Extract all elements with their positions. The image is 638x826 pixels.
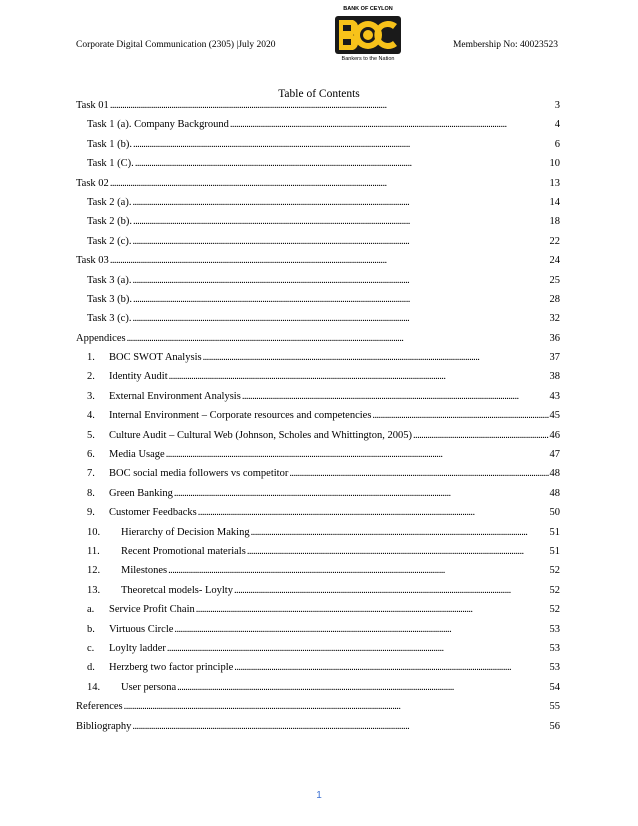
table-of-contents [76, 100, 560, 740]
toc-entry[interactable] [76, 139, 560, 158]
toc-entry-label: Task 3 (b). [87, 293, 133, 305]
toc-entry-page: 43 [549, 390, 560, 402]
toc-entry-page: 3 [554, 100, 560, 111]
toc-entry-page: 51 [549, 526, 560, 538]
toc-dot-leader [127, 333, 549, 344]
toc-entry-label: Milestones [121, 565, 168, 577]
toc-entry-page: 48 [549, 468, 560, 480]
toc-entry[interactable] [76, 391, 560, 410]
toc-dot-leader [169, 371, 549, 382]
toc-entry-label: Internal Environment – Corporate resources and competencies [109, 410, 372, 422]
toc-entry-page: 4 [554, 119, 560, 131]
toc-entry-number: 7. [87, 468, 95, 480]
toc-dot-leader [234, 585, 549, 596]
toc-entry-label: Task 3 (c). [87, 313, 132, 325]
toc-entry-label: Identity Audit [109, 371, 168, 383]
toc-entry-page: 54 [549, 681, 560, 693]
toc-entry-label: Hierarchy of Decision Making [121, 526, 250, 538]
toc-entry-number: 1. [87, 352, 95, 364]
toc-entry-label: Task 02 [76, 177, 109, 189]
toc-dot-leader [124, 701, 549, 712]
toc-entry[interactable] [76, 507, 560, 526]
toc-entry-number: 12. [87, 565, 101, 577]
toc-entry-label: Task 2 (c). [87, 235, 132, 247]
toc-dot-leader [132, 236, 548, 247]
toc-entry-number: 2. [87, 371, 95, 383]
toc-entry[interactable] [76, 565, 560, 584]
toc-entry-label: User persona [121, 681, 177, 693]
toc-entry-label: BOC social media followers vs competitor [109, 468, 289, 480]
toc-entry-label: Virtuous Circle [109, 623, 174, 635]
toc-dot-leader [174, 624, 548, 635]
toc-entry-number: 3. [87, 390, 95, 402]
toc-entry-page: 46 [549, 429, 560, 441]
page-number: 1 [316, 790, 322, 801]
toc-entry-number: 5. [87, 429, 95, 441]
toc-entry-page: 50 [549, 507, 560, 519]
toc-entry-page: 6 [554, 138, 560, 150]
toc-dot-leader [413, 430, 549, 441]
toc-entry-number: 4. [87, 410, 95, 422]
toc-entry-number: d. [87, 662, 95, 674]
logo-top-text: BANK OF CEYLON [343, 6, 393, 12]
toc-entry[interactable] [76, 449, 560, 468]
toc-entry-page: 52 [549, 584, 560, 596]
toc-entry-label: Task 1 (b). [87, 138, 133, 150]
toc-title: Table of Contents [278, 88, 360, 100]
toc-entry[interactable] [76, 178, 560, 197]
toc-entry-page: 56 [549, 720, 560, 732]
toc-entry[interactable] [76, 100, 560, 119]
toc-dot-leader [196, 604, 549, 615]
toc-entry-number: 13. [87, 584, 101, 596]
toc-entry-page: 51 [549, 545, 560, 557]
toc-entry-page: 28 [549, 293, 560, 305]
toc-entry-number: 9. [87, 507, 95, 519]
toc-entry-number: 8. [87, 487, 95, 499]
toc-entry-page: 13 [549, 177, 560, 189]
toc-dot-leader [289, 468, 548, 479]
toc-dot-leader [132, 197, 548, 208]
toc-entry-page: 37 [549, 352, 560, 364]
toc-entry-page: 48 [549, 487, 560, 499]
toc-dot-leader [132, 313, 548, 324]
toc-entry-label: Media Usage [109, 449, 165, 461]
toc-entry[interactable] [76, 119, 560, 138]
toc-dot-leader [133, 139, 554, 150]
toc-dot-leader [110, 100, 554, 111]
toc-entry[interactable] [76, 313, 560, 332]
toc-entry-label: Task 1 (C). [87, 158, 134, 170]
toc-dot-leader [133, 216, 548, 227]
toc-entry-label: BOC SWOT Analysis [109, 352, 202, 364]
toc-entry-page: 18 [549, 216, 560, 228]
toc-entry[interactable] [76, 488, 560, 507]
toc-dot-leader [230, 119, 554, 130]
toc-entry-label: Service Profit Chain [109, 604, 195, 616]
toc-dot-leader [251, 527, 549, 538]
toc-entry-number: 10. [87, 526, 101, 538]
toc-entry-label: Green Banking [109, 487, 173, 499]
toc-dot-leader [372, 410, 548, 421]
toc-entry[interactable] [76, 352, 560, 371]
toc-entry[interactable] [76, 643, 560, 662]
toc-entry-label: Task 2 (a). [87, 196, 132, 208]
toc-entry[interactable] [76, 604, 560, 623]
logo-tagline: Bankers to the Nation [341, 56, 395, 62]
toc-dot-leader [167, 643, 549, 654]
toc-entry-label: Theoretcal models- Loylty [121, 584, 233, 596]
toc-entry[interactable] [76, 546, 560, 565]
toc-dot-leader [132, 275, 548, 286]
toc-entry-number: b. [87, 623, 95, 635]
toc-entry-label: Herzberg two factor principle [109, 662, 234, 674]
toc-entry[interactable] [76, 236, 560, 255]
toc-entry[interactable] [76, 410, 560, 429]
toc-entry-page: 53 [549, 623, 560, 635]
toc-entry-page: 22 [549, 235, 560, 247]
toc-entry[interactable] [76, 682, 560, 701]
toc-entry[interactable] [76, 721, 560, 740]
header-course-title: Corporate Digital Communication (2305) |July 2020 [76, 40, 276, 50]
toc-entry[interactable] [76, 294, 560, 313]
toc-entry-page: 38 [549, 371, 560, 383]
toc-entry-page: 45 [549, 410, 560, 422]
bank-of-ceylon-logo [334, 6, 402, 68]
toc-entry[interactable] [76, 275, 560, 294]
toc-entry-page: 53 [549, 642, 560, 654]
toc-entry-page: 52 [549, 604, 560, 616]
toc-entry[interactable] [76, 527, 560, 546]
toc-entry-label: External Environment Analysis [109, 390, 241, 402]
toc-dot-leader [132, 721, 548, 732]
toc-dot-leader [247, 546, 549, 557]
toc-dot-leader [110, 178, 549, 189]
toc-dot-leader [234, 662, 548, 673]
header-membership: Membership No: 40023523 [452, 40, 558, 50]
toc-entry[interactable] [76, 255, 560, 274]
toc-dot-leader [168, 565, 548, 576]
toc-entry-number: a. [87, 604, 95, 616]
toc-entry-page: 52 [549, 565, 560, 577]
toc-entry[interactable] [76, 333, 560, 352]
toc-entry-label: Bibliography [76, 720, 132, 732]
toc-entry-page: 14 [549, 196, 560, 208]
toc-entry[interactable] [76, 468, 560, 487]
toc-entry-page: 47 [549, 449, 560, 461]
toc-dot-leader [203, 352, 549, 363]
toc-entry-label: Customer Feedbacks [109, 507, 197, 519]
toc-dot-leader [177, 682, 548, 693]
toc-entry[interactable] [76, 430, 560, 449]
toc-dot-leader [133, 294, 548, 305]
toc-entry[interactable] [76, 662, 560, 681]
toc-entry-label: Recent Promotional materials [121, 545, 246, 557]
toc-entry-label: Task 2 (b). [87, 216, 133, 228]
toc-entry-page: 36 [549, 332, 560, 344]
toc-entry[interactable] [76, 701, 560, 720]
toc-entry-label: Task 01 [76, 100, 109, 111]
toc-entry-number: 11. [87, 545, 100, 557]
toc-entry[interactable] [76, 624, 560, 643]
toc-dot-leader [135, 158, 549, 169]
toc-entry-label: Loylty ladder [109, 642, 166, 654]
toc-entry[interactable] [76, 158, 560, 177]
toc-entry-page: 53 [549, 662, 560, 674]
toc-entry-page: 10 [549, 158, 560, 170]
toc-entry[interactable] [76, 371, 560, 390]
toc-entry[interactable] [76, 197, 560, 216]
toc-dot-leader [242, 391, 549, 402]
toc-entry-label: References [76, 701, 123, 713]
toc-entry-label: Task 3 (a). [87, 274, 132, 286]
toc-entry-label: Culture Audit – Cultural Web (Johnson, Scholes and Whittington, 2005) [109, 429, 412, 441]
toc-entry-number: c. [87, 642, 95, 654]
toc-dot-leader [166, 449, 549, 460]
toc-entry-label: Task 1 (a). Company Background [87, 119, 229, 131]
toc-entry-label: Appendices [76, 332, 126, 344]
toc-dot-leader [174, 488, 549, 499]
boc-logo-mark [334, 14, 402, 56]
toc-entry-page: 25 [549, 274, 560, 286]
toc-entry[interactable] [76, 216, 560, 235]
toc-entry-number: 6. [87, 449, 95, 461]
toc-dot-leader [110, 255, 549, 266]
toc-entry[interactable] [76, 585, 560, 604]
toc-entry-number: 14. [87, 681, 101, 693]
toc-entry-page: 32 [549, 313, 560, 325]
toc-dot-leader [198, 507, 549, 518]
toc-entry-page: 55 [549, 701, 560, 713]
toc-entry-label: Task 03 [76, 255, 109, 267]
toc-entry-page: 24 [549, 255, 560, 267]
